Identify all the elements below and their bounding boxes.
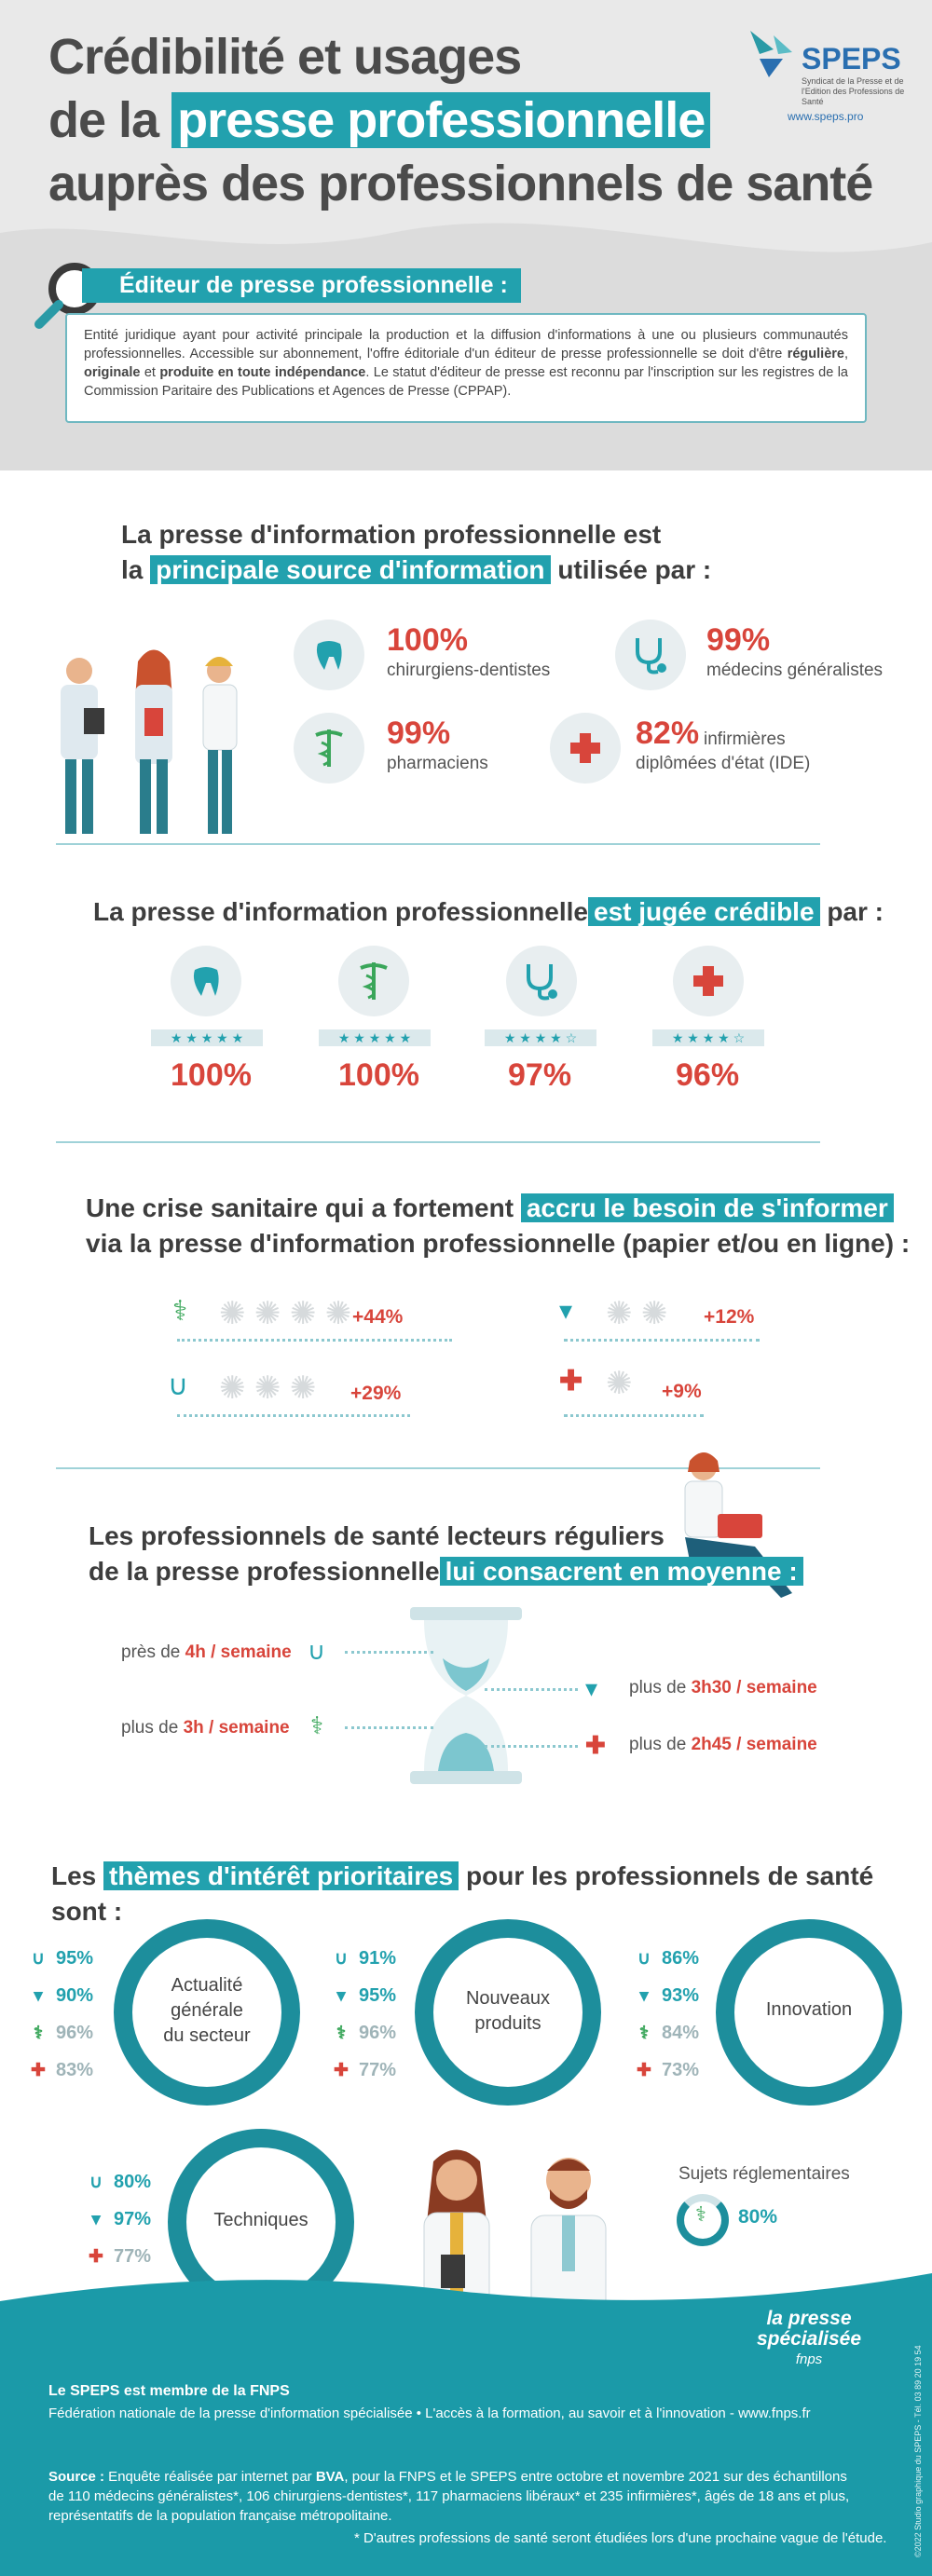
- cross-icon: ✚: [559, 1366, 583, 1397]
- gear-icon: ✺ ✺ ✺: [219, 1370, 317, 1406]
- hourglass-illustration: [401, 1602, 531, 1789]
- cross-icon: ✚: [89, 2246, 103, 2267]
- tooth-icon: ▾: [585, 1674, 598, 1702]
- credible-pct-pharmacists: 100%: [338, 1057, 419, 1093]
- health-professionals-illustration: [37, 643, 252, 843]
- source-note: Source : Enquête réalisée par internet par BVA, pour la FNPS et le SPEPS entre octobre et novembre 2021 sur des échantillons de 110 médecins généralistes*, 106 chirurgiens-dentistes*, 117 pharmaciens libéraux* et 235 infirmières*, âgés de 18 ans et plus, représentatifs de la population française métropolitaine.: [48, 2469, 850, 2524]
- dotted-line: [564, 1339, 760, 1342]
- source-heading-line2: la principale source d'information utilisée par :: [121, 555, 712, 584]
- separator: [56, 1141, 820, 1143]
- theme-name-innovation: Innovation: [765, 1999, 853, 2020]
- dotted-line: [485, 1688, 578, 1691]
- time-heading-line1: Les professionnels de santé lecteurs réguliers: [89, 1521, 665, 1550]
- time-heading-line2: de la presse professionnelle lui consacrent en moyenne :: [89, 1554, 803, 1589]
- gear-icon: ✺ ✺ ✺ ✺: [219, 1296, 352, 1331]
- crisis-value-dentists: +12%: [704, 1306, 755, 1328]
- source-pct-pharmacists: 99%: [387, 716, 451, 751]
- tooth-icon: ▾: [91, 2209, 101, 2229]
- speps-logo-name: SPEPS: [802, 42, 901, 75]
- time-item-dentists: plus de 3h30 / semaine: [629, 1678, 817, 1697]
- cross-icon: [673, 946, 744, 1016]
- footnote: * D'autres professions de santé seront étudiées lors d'une prochaine vague de l'étude.: [354, 2530, 887, 2546]
- source-pct-dentists: 100%: [387, 622, 468, 658]
- rating-stars-nurses: ★ ★ ★ ★ ☆: [652, 1029, 764, 1046]
- source-label-gp: médecins généralistes: [706, 661, 884, 680]
- cross-icon: ✚: [585, 1731, 606, 1759]
- crisis-value-pharmacists: +44%: [352, 1306, 404, 1328]
- regulatory-value: 80%: [738, 2206, 778, 2228]
- stethoscope-icon: ∪: [335, 1948, 348, 1969]
- source-label-pharmacists: pharmaciens: [387, 754, 488, 773]
- speps-url[interactable]: www.speps.pro: [788, 110, 864, 123]
- credible-heading: La presse d'information professionnelle est jugée crédible par :: [93, 897, 884, 926]
- crisis-value-gp: +29%: [350, 1383, 402, 1404]
- caduceus-icon: ⚕: [695, 2202, 706, 2226]
- tooth-icon: [171, 946, 241, 1016]
- time-item-nurses: plus de 2h45 / semaine: [629, 1735, 817, 1754]
- dotted-line: [564, 1414, 704, 1417]
- caduceus-icon: ⚕: [172, 1296, 188, 1327]
- crisis-value-nurses: +9%: [662, 1381, 702, 1402]
- dotted-line: [345, 1726, 433, 1729]
- gear-icon: ✺: [606, 1366, 633, 1401]
- caduceus-icon: ⚕: [638, 2023, 650, 2043]
- regulatory-label: Sujets réglementaires: [678, 2164, 850, 2184]
- stethoscope-icon: [615, 620, 686, 690]
- speps-logo-subtitle: Syndicat de la Presse et de l'Edition des Professions de Santé: [802, 76, 905, 106]
- cross-icon: ✚: [334, 2060, 349, 2080]
- stethoscope-icon: ∪: [32, 1948, 45, 1969]
- theme-stats-actualite: ∪ 95% ▾ 90% ⚕ 96% ✚ 83%: [28, 1940, 93, 2089]
- tooth-icon: [294, 620, 364, 690]
- title-line-3: auprès des professionnels de santé: [48, 156, 873, 211]
- source-label-nurses-2: diplômées d'état (IDE): [636, 754, 811, 773]
- rating-stars-dentists: ★ ★ ★ ★ ★: [151, 1029, 263, 1046]
- title-highlight: presse professionnelle: [171, 92, 710, 148]
- cross-icon: [550, 713, 621, 784]
- credit-text: ©2022 Studio graphique du SPEPS - Tél. 03 89 20 19 54: [913, 2345, 923, 2557]
- fnps-member: Le SPEPS est membre de la FNPS: [48, 2383, 290, 2399]
- fnps-logo: la presse spécialisée fnps: [756, 2308, 862, 2367]
- theme-name-nouveaux: Nouveaux produits: [465, 1988, 551, 2034]
- source-heading-line1: La presse d'information professionnelle est: [121, 520, 662, 549]
- credible-pct-dentists: 100%: [171, 1057, 252, 1093]
- caduceus-icon: ⚕: [336, 2023, 347, 2043]
- theme-stats-techniques: ∪ 80% ▾ 97% ✚ 77%: [86, 2163, 151, 2275]
- themes-heading: Les thèmes d'intérêt prioritaires pour les professionnels de santé sont :: [51, 1861, 874, 1926]
- stethoscope-icon: ∪: [89, 2172, 103, 2192]
- title-line-1: Crédibilité et usages: [48, 29, 522, 85]
- tooth-icon: ▾: [336, 1985, 346, 2006]
- cross-icon: ✚: [637, 2060, 651, 2080]
- fnps-description: Fédération nationale de la presse d'information spécialisée • L'accès à la formation, au savoir et à l'innovation - www.fnps.fr: [48, 2406, 811, 2421]
- title-line-2: de la presse professionnelle: [48, 91, 710, 149]
- definition-box: Entité juridique ayant pour activité principale la production et la diffusion d'informations à une ou plusieurs communautés professionnelles. Accessible sur abonnement, l'offre éditoriale d'un éditeur de presse professionnelle se doit d'être régulière, originale et produite en toute indépendance. Le statut d'éditeur de presse est reconnu par l'inscription sur les registres de la Commission Paritaire des Publications et Agences de Presse (CPPAP).: [65, 313, 867, 423]
- caduceus-icon: ⚕: [310, 1711, 324, 1739]
- theme-name-techniques: Techniques: [213, 2210, 308, 2230]
- time-item-gp: près de 4h / semaine: [121, 1642, 292, 1662]
- caduceus-icon: ⚕: [33, 2023, 44, 2043]
- source-pct-gp: 99%: [706, 622, 771, 658]
- caduceus-icon: [338, 946, 409, 1016]
- theme-stats-innovation: ∪ 86% ▾ 93% ⚕ 84% ✚ 73%: [634, 1940, 699, 2089]
- crisis-heading-line1: Une crise sanitaire qui a fortement accru le besoin de s'informer: [86, 1191, 894, 1226]
- stethoscope-icon: [506, 946, 577, 1016]
- tooth-icon: ▾: [639, 1985, 649, 2006]
- speps-logo-icon: [746, 26, 802, 82]
- time-item-pharmacists: plus de 3h / semaine: [121, 1718, 290, 1738]
- tooth-icon: ▾: [34, 1985, 43, 2006]
- dotted-line: [345, 1651, 433, 1654]
- cross-icon: ✚: [31, 2060, 46, 2080]
- dotted-line: [177, 1414, 410, 1417]
- separator: [56, 843, 820, 845]
- stethoscope-icon: ∪: [168, 1370, 188, 1401]
- source-label-dentists: chirurgiens-dentistes: [387, 661, 551, 680]
- credible-pct-nurses: 96%: [676, 1057, 740, 1093]
- credible-pct-gp: 97%: [508, 1057, 572, 1093]
- stethoscope-icon: ∪: [308, 1637, 326, 1665]
- theme-name-actualite: Actualité générale du secteur: [163, 1975, 251, 2046]
- rating-stars-gp: ★ ★ ★ ★ ☆: [485, 1029, 596, 1046]
- rating-stars-pharmacists: ★ ★ ★ ★ ★: [319, 1029, 431, 1046]
- source-pct-nurses: 82%: [636, 716, 700, 751]
- gear-icon: ✺ ✺: [606, 1296, 668, 1331]
- dotted-line: [177, 1339, 452, 1342]
- tooth-icon: ▾: [559, 1296, 573, 1325]
- theme-stats-nouveaux: ∪ 91% ▾ 95% ⚕ 96% ✚ 77%: [331, 1940, 396, 2089]
- stethoscope-icon: ∪: [637, 1948, 651, 1969]
- caduceus-icon: [294, 713, 364, 784]
- dotted-line: [485, 1745, 578, 1748]
- crisis-heading-line2: via la presse d'information professionnelle (papier et/ou en ligne) :: [86, 1229, 911, 1258]
- source-label-nurses-1: infirmières: [704, 729, 786, 749]
- definition-tag: Éditeur de presse professionnelle :: [82, 268, 521, 303]
